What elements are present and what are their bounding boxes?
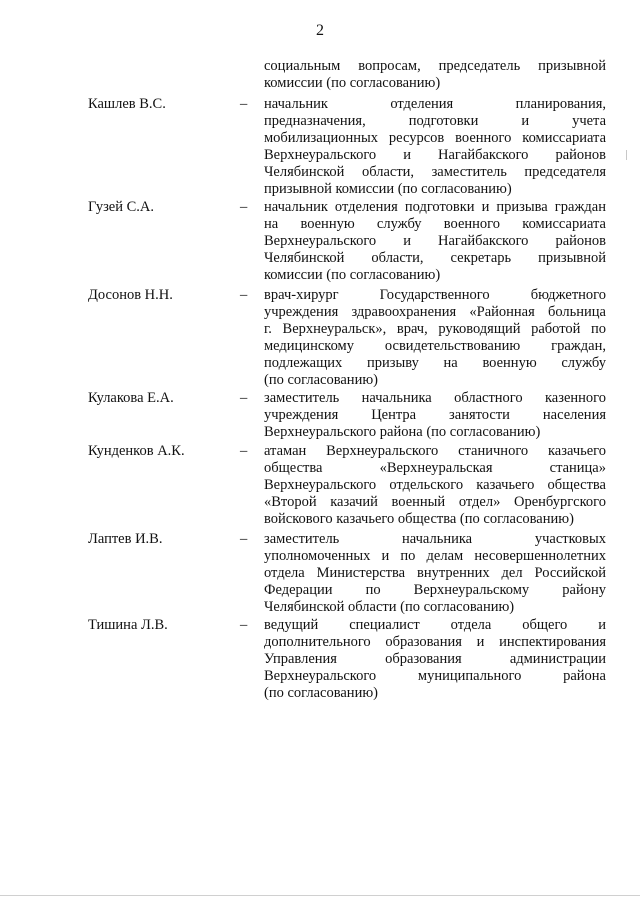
position-line: Управления образования администрации <box>264 651 606 667</box>
member-position <box>264 443 606 528</box>
continuation-text <box>264 58 606 92</box>
position-line: войскового казачьего общества (по согласованию) <box>264 511 574 527</box>
member-position <box>264 287 606 389</box>
position-line: Верхнеуральского и Нагайбакского районов <box>264 233 606 249</box>
position-line: врач-хирург Государственного бюджетного <box>264 287 606 303</box>
position-line: призывной комиссии (по согласованию) <box>264 181 512 197</box>
position-line: Челябинской области, секретарь призывной <box>264 250 606 266</box>
member-position <box>264 96 606 198</box>
position-line: Челябинской области (по согласованию) <box>264 599 515 615</box>
continuation-line: комиссии (по согласованию) <box>264 75 441 91</box>
member-name: Кулакова Е.А. <box>88 390 174 406</box>
position-line: г. Верхнеуральск», врач, руководящий работой по <box>264 321 606 337</box>
position-line: мобилизационных ресурсов военного комиссариата <box>264 130 606 146</box>
position-line: Верхнеуральского отдельского казачьего общества <box>264 477 606 493</box>
member-name: Тишина Л.В. <box>88 617 168 633</box>
position-line: (по согласованию) <box>264 685 378 701</box>
position-line: начальник отделения подготовки и призыва граждан <box>264 199 606 215</box>
member-position <box>264 617 606 702</box>
position-line: общества «Верхнеуральская станица» <box>264 460 606 476</box>
position-line: Верхнеуральского и Нагайбакского районов <box>264 147 606 163</box>
position-line: Верхнеуральского района (по согласованию) <box>264 424 541 440</box>
position-line: уполномоченных и по делам несовершеннолетних <box>264 548 606 564</box>
position-line: Верхнеуральского муниципального района <box>264 668 606 684</box>
position-line: начальник отделения планирования, <box>264 96 606 112</box>
dash-separator: – <box>240 617 248 633</box>
position-line: заместитель начальника областного казенного <box>264 390 606 406</box>
position-line: предназначения, подготовки и учета <box>264 113 606 129</box>
dash-separator: – <box>240 443 248 459</box>
position-line: ведущий специалист отдела общего и <box>264 617 606 633</box>
member-name: Досонов Н.Н. <box>88 287 173 303</box>
dash-separator: – <box>240 531 248 547</box>
member-position <box>264 199 606 284</box>
position-line: Федерации по Верхнеуральскому району <box>264 582 606 598</box>
continuation-line: социальным вопросам, председатель призывной <box>264 58 606 74</box>
dash-separator: – <box>240 287 248 303</box>
position-line: (по согласованию) <box>264 372 378 388</box>
scan-edge-mark <box>626 150 627 160</box>
dash-separator: – <box>240 199 248 215</box>
position-line: учреждения здравоохранения «Районная больница <box>264 304 606 320</box>
position-line: комиссии (по согласованию) <box>264 267 441 283</box>
position-line: на военную службу военного комиссариата <box>264 216 606 232</box>
member-position <box>264 531 606 616</box>
dash-separator: – <box>240 96 248 112</box>
position-line: заместитель начальника участковых <box>264 531 606 547</box>
member-name: Кашлев В.С. <box>88 96 166 112</box>
page-bottom-edge <box>0 895 640 896</box>
position-line: медицинскому освидетельствованию граждан, <box>264 338 606 354</box>
page-number: 2 <box>316 22 324 39</box>
member-name: Гузей С.А. <box>88 199 155 215</box>
position-line: дополнительного образования и инспектирования <box>264 634 606 650</box>
dash-separator: – <box>240 390 248 406</box>
position-line: Челябинской области, заместитель председателя <box>264 164 606 180</box>
position-line: учреждения Центра занятости населения <box>264 407 606 423</box>
position-line: отдела Министерства внутренних дел Российской <box>264 565 606 581</box>
position-line: подлежащих призыву на военную службу <box>264 355 606 371</box>
member-name: Кунденков А.К. <box>88 443 185 459</box>
position-line: «Второй казачий военный отдел» Оренбургского <box>264 494 606 510</box>
position-line: атаман Верхнеуральского станичного казачьего <box>264 443 606 459</box>
member-name: Лаптев И.В. <box>88 531 163 547</box>
member-position <box>264 390 606 441</box>
